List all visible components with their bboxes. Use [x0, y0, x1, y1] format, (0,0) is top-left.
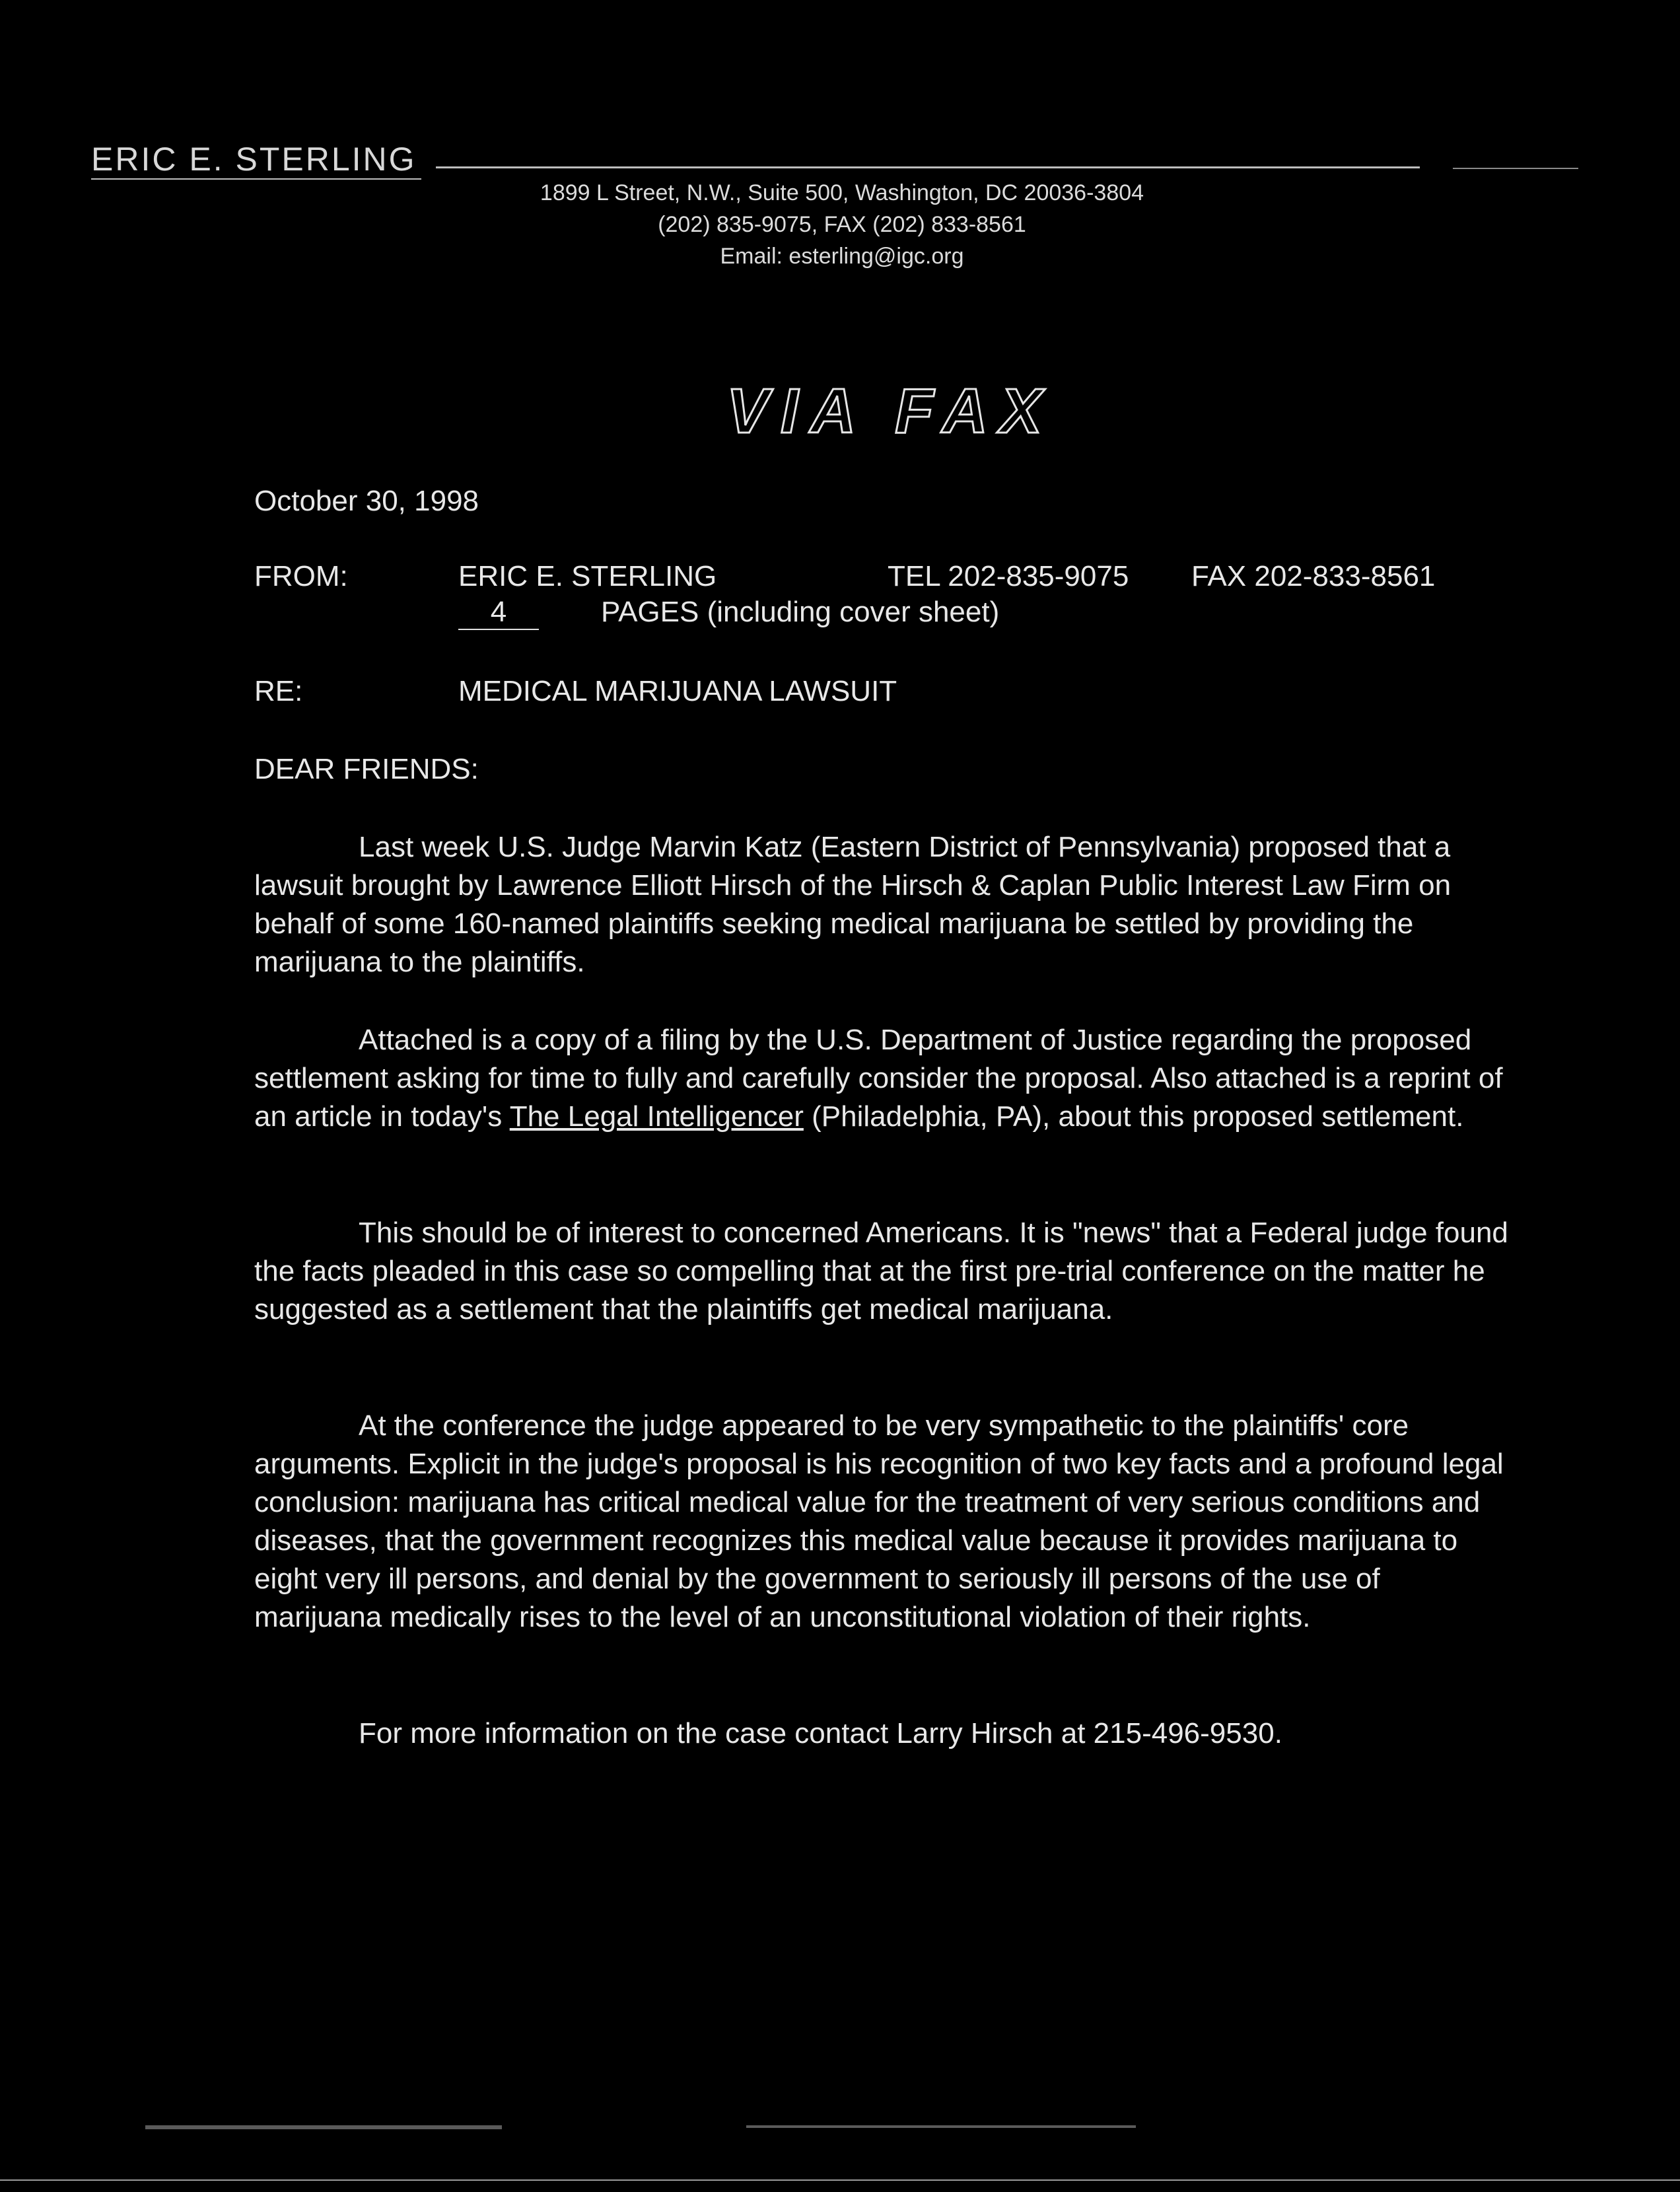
letterhead-name: ERIC E. STERLING	[91, 141, 417, 178]
page-count-label: PAGES (including cover sheet)	[601, 596, 1000, 628]
letterhead-phone-fax: (202) 835-9075, FAX (202) 833-8561	[658, 212, 1026, 237]
from-fax-number: FAX 202-833-8561	[1191, 560, 1436, 592]
body-paragraph: This should be of interest to concerned Americans. It is "news" that a Federal judge found the facts pleaded in this case so compelling that at the first pre-trial conference on the matter he suggested as a settlement that the plaintiffs get medical marijuana.	[254, 1217, 1508, 1326]
from-name: ERIC E. STERLING	[458, 560, 717, 592]
re-subject: MEDICAL MARIJUANA LAWSUIT	[458, 675, 897, 707]
page-count: 4	[458, 596, 539, 630]
from-label: FROM:	[254, 560, 348, 592]
letterhead-divider	[1453, 168, 1578, 169]
body-paragraph	[254, 1021, 1509, 1136]
body-paragraph: Last week U.S. Judge Marvin Katz (Eastern District of Pennsylvania) proposed that a lawsuit brought by Lawrence Elliott Hirsch of the Hirsch & Caplan Public Interest Law Firm on behalf of some 160-named plaintiffs seeking medical marijuana be settled by providing the marijuana to the plaintiffs.	[254, 831, 1452, 978]
letterhead-street-address: 1899 L Street, N.W., Suite 500, Washington, DC 20036-3804	[540, 180, 1144, 205]
salutation: DEAR FRIENDS:	[254, 753, 479, 785]
letterhead-divider	[436, 166, 1420, 168]
letter-date: October 30, 1998	[254, 485, 479, 517]
page-bottom-border	[0, 2179, 1680, 2181]
letterhead-address-block	[462, 177, 1222, 272]
fax-transmission-strip	[145, 2125, 502, 2129]
body-paragraph: For more information on the case contact Larry Hirsch at 215-496-9530.	[359, 1717, 1282, 1750]
body-text: Attached is a copy of a filing by the U.S. Department of Justice regarding the proposed settlement asking for time to fully and carefully consider the proposal. Also attached is a reprint of an article in today's	[254, 1024, 1503, 1133]
from-telephone: TEL 202-835-9075	[888, 560, 1129, 592]
letterhead-email: Email: esterling@igc.org	[720, 244, 964, 269]
page-title: VIA FAX	[726, 376, 1054, 446]
body-text: (Philadelphia, PA), about this proposed settlement.	[803, 1100, 1464, 1133]
publication-title: The Legal Intelligencer	[509, 1100, 804, 1133]
body-paragraph: At the conference the judge appeared to be very sympathetic to the plaintiffs' core arguments. Explicit in the judge's proposal is his recognition of two key facts and a profound legal conclusion: marijuana has critical medical value for the treatment of very serious conditions and diseases, that the government recognizes this medical value because it provides marijuana to eight very ill persons, and denial by the government to seriously ill persons of the use of marijuana medically rises to the level of an unconstitutional violation of their rights.	[254, 1409, 1504, 1633]
fax-transmission-strip	[746, 2125, 1136, 2128]
re-label: RE:	[254, 675, 303, 707]
letterhead-divider	[91, 178, 421, 180]
